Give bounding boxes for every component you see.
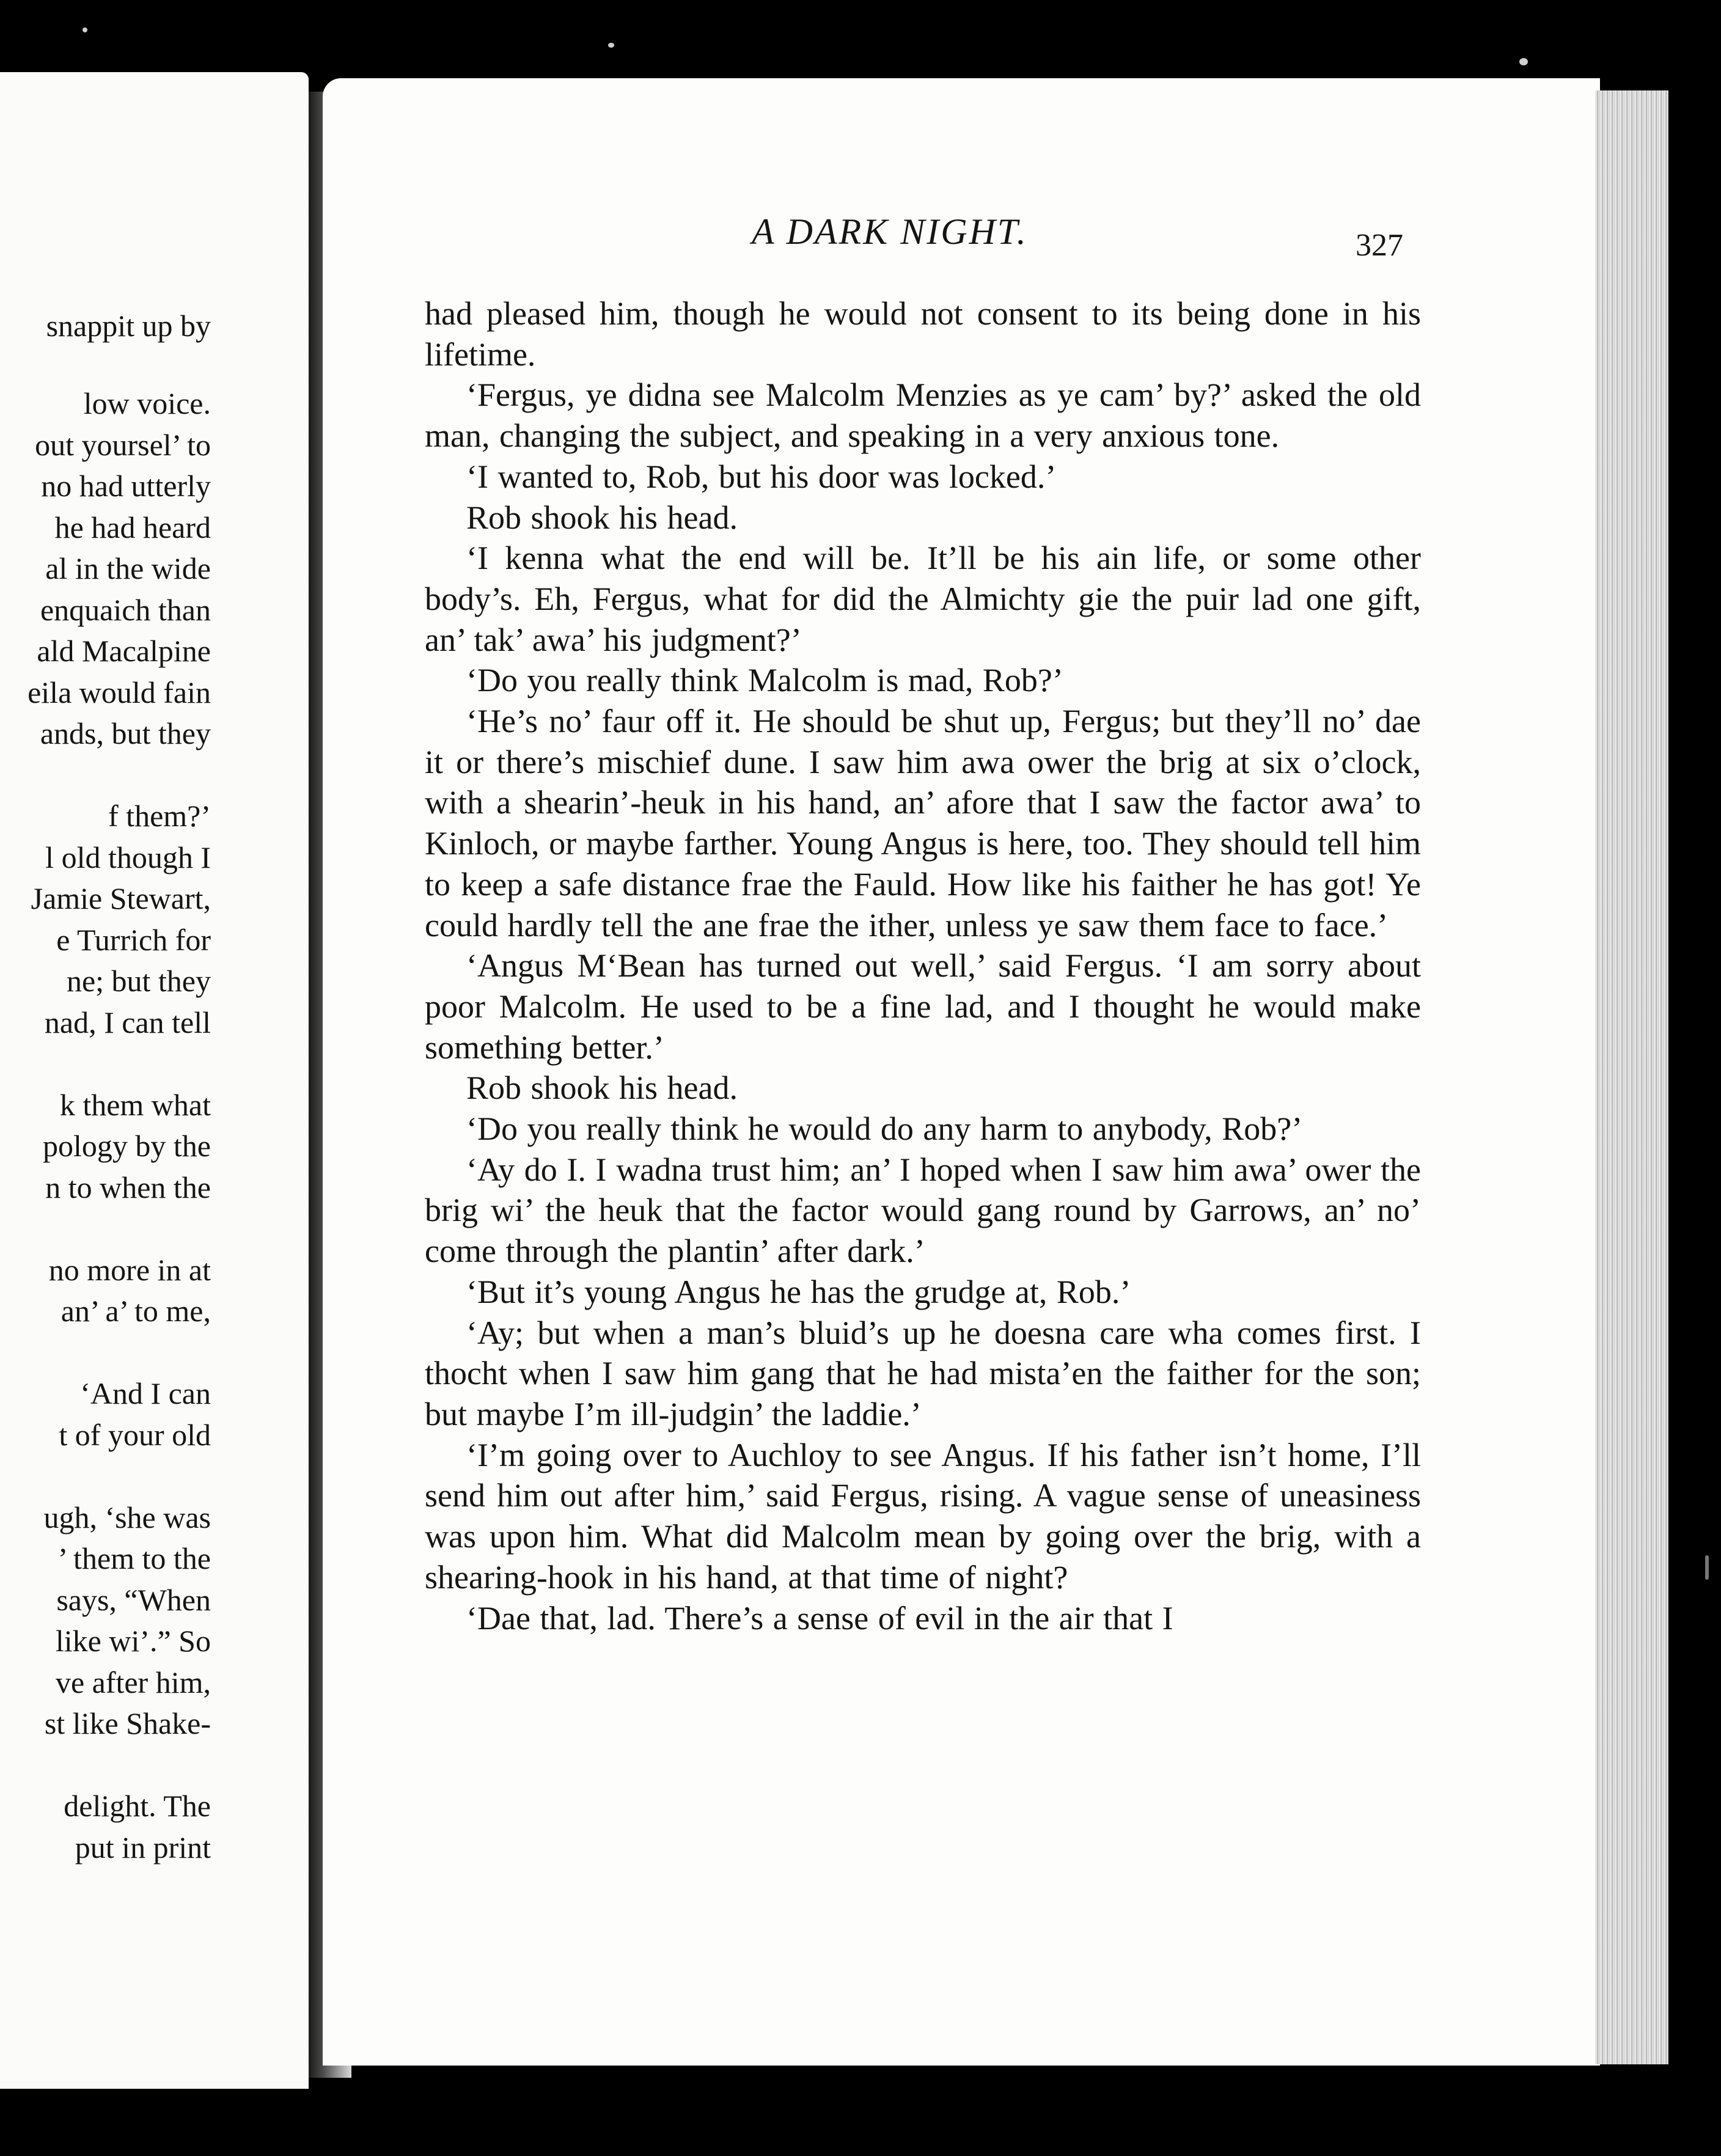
paragraph: Rob shook his head. (466, 1069, 738, 1107)
page-edges (1595, 90, 1668, 2064)
left-page-line: says, “When (56, 1583, 211, 1617)
paragraph: ‘Fergus, ye didna see Malcolm Menzies as ye cam’ by?’ asked the old man, changing the subject, and speaking in a very anxious tone. (425, 376, 1421, 455)
left-page-line: ne; but they (66, 964, 211, 998)
left-page-line: eila would fain (28, 675, 211, 710)
left-page-line: low voice. (83, 386, 211, 420)
left-page-line: l old though I (45, 840, 211, 875)
left-page-line: st like Shake- (44, 1706, 211, 1740)
paragraph: Rob shook his head. (466, 499, 738, 536)
left-page-line: he had heard (54, 510, 211, 544)
paragraph: ‘Do you really think he would do any harm to anybody, Rob?’ (466, 1110, 1303, 1148)
left-page-line: ands, but they (40, 716, 211, 750)
left-page-line: snappit up by (46, 309, 211, 343)
paragraph: ‘Angus M‘Bean has turned out well,’ said Fergus. ‘I am sorry about poor Malcolm. He used to be a fine lad, and I thought he would make something better.’ (425, 947, 1421, 1066)
left-page-line: no more in at (48, 1253, 211, 1287)
left-page-line: an’ a’ to me, (61, 1294, 211, 1328)
left-page-line: f them?’ (108, 799, 211, 833)
paragraph: ‘I wanted to, Rob, but his door was locked.’ (466, 458, 1057, 495)
body-text (425, 293, 1421, 1638)
left-page-line: ve after him, (55, 1665, 211, 1700)
left-page-line: nad, I can tell (44, 1005, 211, 1040)
left-page-line: ald Macalpine (37, 634, 211, 668)
paragraph: ‘He’s no’ faur off it. He should be shut up, Fergus; but they’ll no’ dae it or there’s mischief dune. I saw him awa ower the brig at six o’clock, with a shearin’-heuk in his hand, an’ afore that I saw the factor awa’ to Kinloch, or maybe farther. Young Angus is here, too. They should tell him to keep a safe distance frae the Fauld. How like his faither he has got! Ye could hardly tell the ane frae the ither, unless ye saw them face to face.’ (425, 703, 1421, 944)
left-page-line: ’ them to the (57, 1541, 211, 1575)
left-facing-page (0, 72, 309, 2089)
left-page-line: like wi’.” So (55, 1624, 211, 1658)
left-page-line: ‘And I can (80, 1376, 211, 1410)
left-page-line: pology by the (43, 1129, 211, 1163)
left-page-line: n to when the (45, 1170, 211, 1204)
left-page-line: no had utterly (41, 469, 211, 503)
left-page-line: put in print (75, 1830, 211, 1865)
left-page-line: e Turrich for (56, 923, 211, 957)
left-page-line: k them what (59, 1088, 211, 1122)
paragraph: ‘Ay; but when a man’s bluid’s up he doesna care wha comes first. I thocht when I saw him gang that he had mista’en the faither for the son; but maybe I’m ill-judgin’ the laddie.’ (425, 1314, 1421, 1432)
left-page-line: al in the wide (45, 551, 211, 585)
page-number: 327 (1356, 228, 1403, 263)
paragraph: ‘I kenna what the end will be. It’ll be his ain life, or some other body’s. Eh, Fergus, what for did the Almichty gie the puir lad one gift, an’ tak’ awa’ his judgment?’ (425, 540, 1421, 658)
paragraph: had pleased him, though he would not consent to its being done in his lifetime. (425, 295, 1421, 373)
paragraph: ‘Dae that, lad. There’s a sense of evil in the air that I (466, 1599, 1173, 1637)
paragraph: ‘But it’s young Angus he has the grudge at, Rob.’ (466, 1273, 1131, 1310)
left-page-line: out yoursel’ to (35, 428, 211, 462)
left-page-line: enquaich than (40, 593, 211, 627)
left-page-line: delight. The (64, 1789, 211, 1823)
paragraph: ‘I’m going over to Auchloy to see Angus. If his father isn’t home, I’ll send him out after him,’ said Fergus, rising. A vague sense of uneasiness was upon him. What did Malcolm mean by going over the brig, with a shearing-hook in his hand, at that time of night? (425, 1436, 1421, 1596)
running-head: A DARK NIGHT. (752, 211, 1028, 252)
left-page-line: ugh, ‘she was (43, 1500, 211, 1535)
left-page-line: t of your old (59, 1418, 211, 1452)
paragraph: ‘Do you really think Malcolm is mad, Rob?’ (466, 662, 1063, 699)
paragraph: ‘Ay do I. I wadna trust him; an’ I hoped when I saw him awa’ ower the brig wi’ the heuk that the factor would gang round by Garrows, an’ no’ come through the plantin’ after dark.’ (425, 1151, 1421, 1270)
left-page-line: Jamie Stewart, (31, 881, 211, 915)
